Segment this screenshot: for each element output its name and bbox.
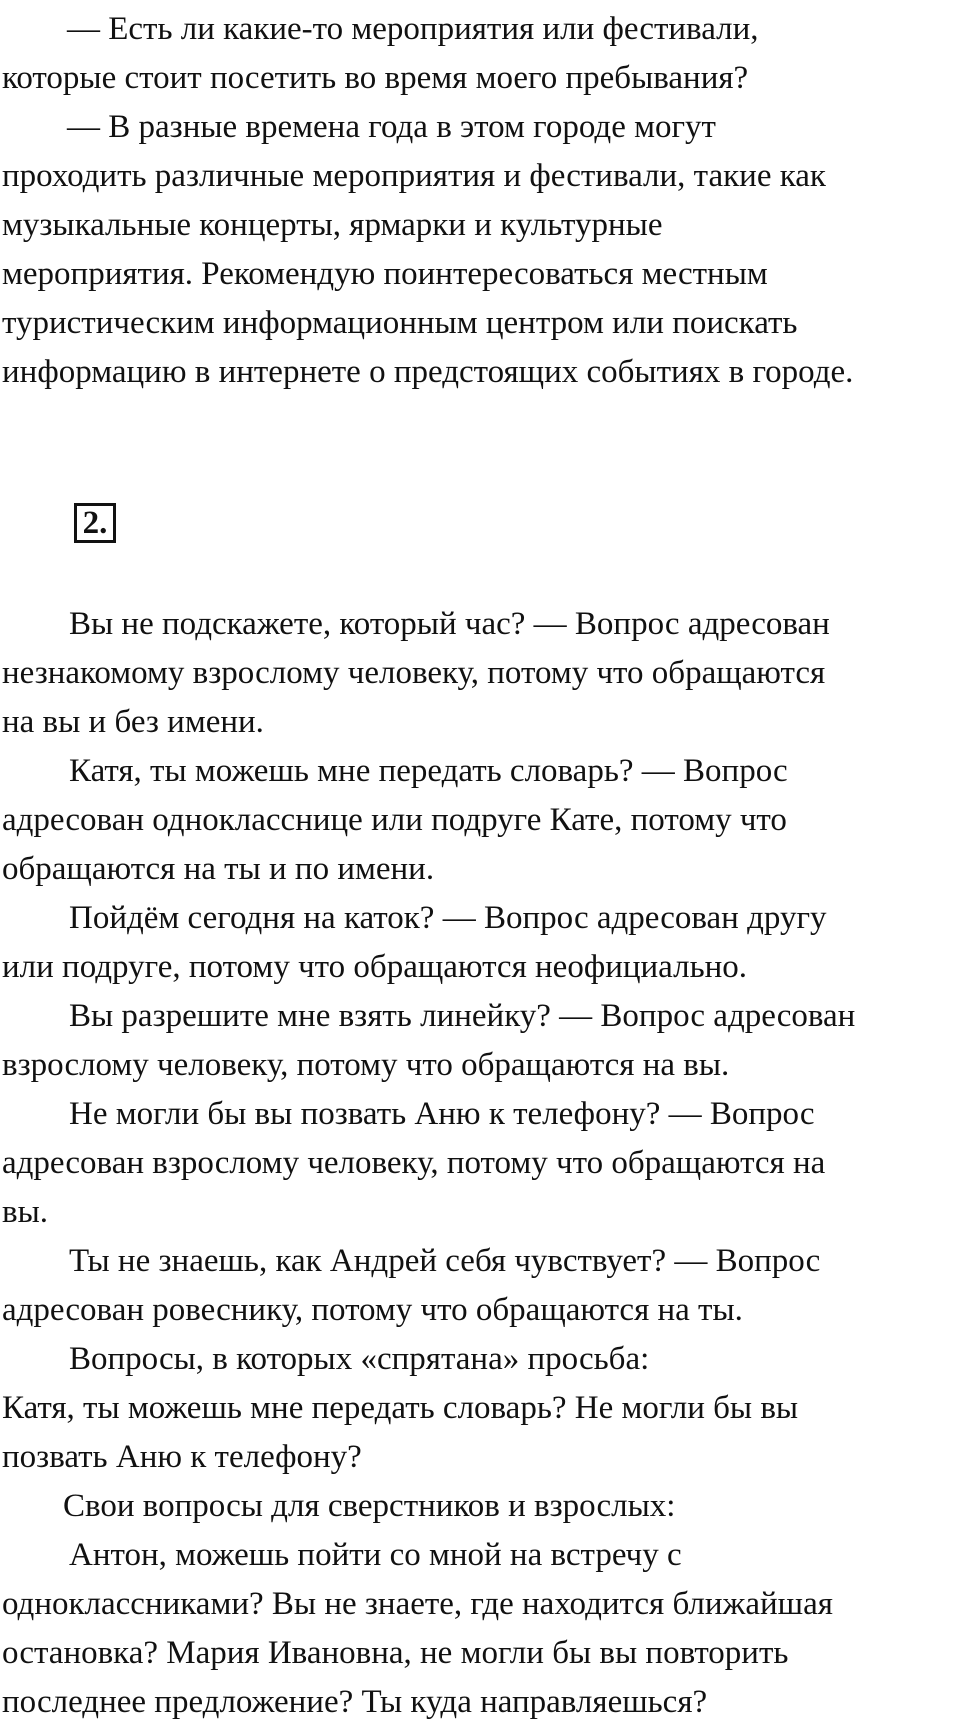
text-line: — Есть ли какие-то мероприятия или фестивали, [67, 11, 759, 47]
text-line: одноклассниками? Вы не знаете, где находится ближайшая [2, 1586, 833, 1622]
text-line: Пойдём сегодня на каток? — Вопрос адресован другу [69, 900, 827, 936]
text-line: адресован однокласснице или подруге Кате, потому что [2, 802, 787, 838]
dialogue-block [2, 5, 853, 397]
text-line: вы. [2, 1194, 49, 1230]
task-number-badge: 2. [74, 503, 116, 543]
text-line: мероприятия. Рекомендую поинтересоваться местным [2, 256, 768, 292]
text-line: туристическим информационным центром или поискать [2, 305, 798, 341]
text-line: остановка? Мария Ивановна, не могли бы вы повторить [2, 1635, 789, 1671]
text-line: Вопросы, в которых «спрятана» просьба: [69, 1341, 650, 1377]
text-line: музыкальные концерты, ярмарки и культурные [2, 207, 663, 243]
text-line: взрослому человеку, потому что обращаются на вы. [2, 1047, 730, 1083]
answer-block [2, 600, 855, 1727]
answer-paragraph [2, 747, 855, 894]
text-line: на вы и без имени. [2, 704, 264, 740]
answer-paragraph [2, 1482, 855, 1531]
answer-paragraph [2, 1531, 855, 1727]
text-line: проходить различные мероприятия и фестивали, такие как [2, 158, 826, 194]
dialogue-reply [2, 103, 853, 397]
dialogue-question [2, 5, 853, 103]
answer-paragraph [2, 1237, 855, 1335]
text-line: или подруге, потому что обращаются неофициально. [2, 949, 748, 985]
text-line: незнакомому взрослому человеку, потому что обращаются [2, 655, 826, 691]
text-line: Вы не подскажете, который час? — Вопрос адресован [69, 606, 830, 642]
answer-paragraph [2, 992, 855, 1090]
answer-paragraph [2, 1335, 855, 1482]
text-line: Свои вопросы для сверстников и взрослых: [63, 1488, 676, 1524]
text-line: последнее предложение? Ты куда направляешься? [2, 1684, 708, 1720]
text-line: которые стоит посетить во время моего пребывания? [2, 60, 749, 96]
text-line: Катя, ты можешь мне передать словарь? Не могли бы вы [2, 1390, 799, 1426]
text-line: Катя, ты можешь мне передать словарь? — Вопрос [69, 753, 788, 789]
text-line: обращаются на ты и по имени. [2, 851, 435, 887]
text-line: адресован взрослому человеку, потому что обращаются на [2, 1145, 826, 1181]
text-line: Ты не знаешь, как Андрей себя чувствует? — Вопрос [69, 1243, 821, 1279]
text-line: Вы разрешите мне взять линейку? — Вопрос адресован [69, 998, 856, 1034]
text-line: информацию в интернете о предстоящих событиях в городе. [2, 354, 854, 390]
answer-paragraph [2, 600, 855, 747]
text-line: адресован ровеснику, потому что обращаются на ты. [2, 1292, 743, 1328]
text-line: Не могли бы вы позвать Аню к телефону? — Вопрос [69, 1096, 815, 1132]
answer-paragraph [2, 1090, 855, 1237]
text-line: позвать Аню к телефону? [2, 1439, 362, 1475]
text-line: Антон, можешь пойти со мной на встречу с [69, 1537, 682, 1573]
text-line: — В разные времена года в этом городе могут [67, 109, 716, 145]
answer-paragraph [2, 894, 855, 992]
